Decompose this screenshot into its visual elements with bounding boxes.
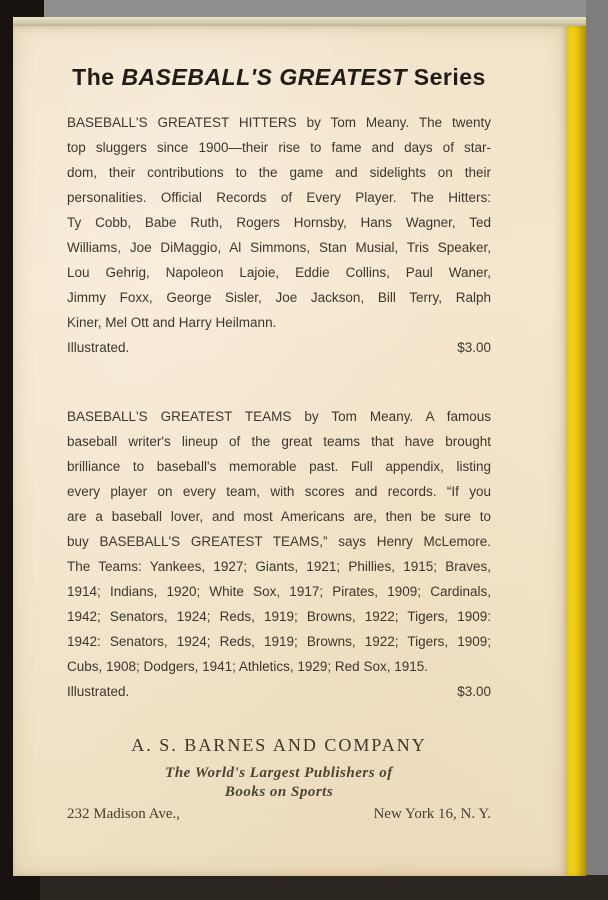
listing-line: The Teams: Yankees, 1927; Giants, 1921; Phillies, 1915; Braves, — [67, 559, 491, 574]
listing-line: Williams, Joe DiMaggio, Al Simmons, Stan Musial, Tris Speaker, — [67, 240, 491, 255]
listing-line: every player on every team, with scores and records. “If you — [67, 484, 491, 499]
publisher-tagline — [67, 764, 491, 802]
listing-line: Cubs, 1908; Dodgers, 1941; Athletics, 1929; Red Sox, 1915. — [67, 659, 428, 674]
yellow-spine-strip — [564, 26, 586, 876]
series-title-suffix: Series — [413, 64, 486, 90]
listing-line: are a baseball lover, and most Americans are, then be sure to — [67, 509, 491, 524]
price-row-hitters — [67, 335, 491, 360]
listing-line: personalities. Official Records of Every Player. The Hitters: — [67, 190, 491, 205]
publisher-name: A. S. BARNES AND COMPANY — [131, 735, 427, 755]
listing-line: top sluggers since 1900—their rise to fame and days of star- — [67, 140, 491, 155]
address-street: 232 Madison Ave., — [67, 806, 181, 822]
publisher-address-row — [67, 806, 491, 823]
series-title-prefix: The — [72, 64, 115, 90]
series-title — [72, 64, 486, 91]
listing-line: baseball writer's lineup of the great teams that have brought — [67, 434, 491, 449]
listing-line: Jimmy Foxx, George Sisler, Joe Jackson, Bill Terry, Ralph — [67, 290, 491, 305]
listing-line: 1942: Senators, 1924; Reds, 1919; Browns, 1922; Tigers, 1909; — [67, 634, 491, 649]
listing-line: BASEBALL'S GREATEST TEAMS by Tom Meany. A famous — [67, 409, 491, 424]
listing-line: Ty Cobb, Babe Ruth, Rogers Hornsby, Hans Wagner, Ted — [67, 215, 491, 230]
listing-line: BASEBALL'S GREATEST HITTERS by Tom Meany. The twenty — [67, 115, 491, 130]
listing-hitters — [67, 110, 491, 360]
listing-teams — [67, 404, 491, 704]
listing-line: Lou Gehrig, Napoleon Lajoie, Eddie Collins, Paul Waner, — [67, 265, 491, 280]
price-value: $3.00 — [457, 684, 491, 699]
listing-line: Kiner, Mel Ott and Harry Heilmann. — [67, 315, 277, 330]
book-jacket — [13, 17, 586, 876]
jacket-text-block — [67, 26, 491, 876]
scanner-background-right — [586, 0, 608, 900]
address-city: New York 16, N. Y. — [373, 806, 491, 822]
illustrated-label: Illustrated. — [67, 340, 130, 355]
publisher-block — [67, 732, 491, 802]
listing-line: brilliance to baseball's memorable past. Full appendix, listing — [67, 459, 491, 474]
series-title-emphasis: BASEBALL'S GREATEST — [121, 64, 407, 90]
listing-line: buy BASEBALL'S GREATEST TEAMS,” says Henry McLemore. — [67, 534, 491, 549]
listing-line: 1942; Senators, 1924; Reds, 1919; Browns, 1922; Tigers, 1909: — [67, 609, 491, 624]
price-value: $3.00 — [457, 340, 491, 355]
listing-line: dom, their contributions to the game and sidelights on their — [67, 165, 491, 180]
publisher-tagline-line1: The World's Largest Publishers of — [165, 765, 393, 781]
scanner-background-bottom — [40, 875, 608, 900]
price-row-teams — [67, 679, 491, 704]
jacket-top-edge — [13, 17, 586, 26]
listing-line: 1914; Indians, 1920; White Sox, 1917; Pirates, 1909; Cardinals, — [67, 584, 491, 599]
jacket-back-panel — [13, 26, 566, 876]
illustrated-label: Illustrated. — [67, 684, 130, 699]
publisher-tagline-line2: Books on Sports — [224, 784, 334, 800]
